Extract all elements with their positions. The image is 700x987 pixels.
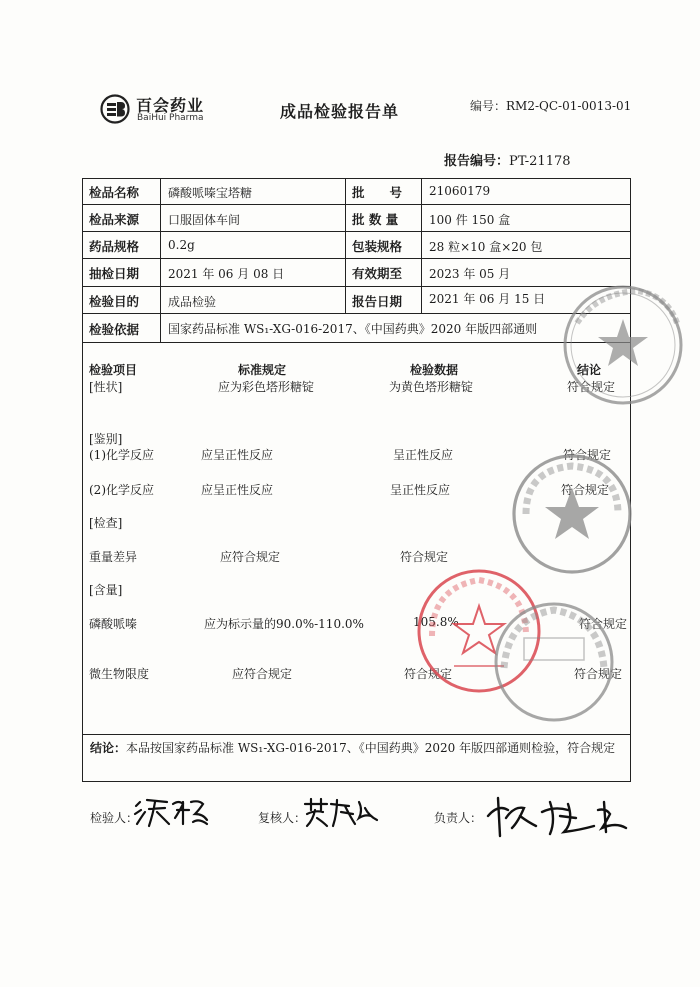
report-date-value: 2021 年 06 月 15 日 (429, 292, 546, 306)
batch-value: 21060179 (429, 184, 491, 198)
result-section: [检查] (89, 516, 123, 530)
company-name-cn: 百会药业 (136, 96, 205, 115)
package-value: 28 粒×10 盒×20 包 (429, 240, 543, 254)
result-standard: 应为彩色塔形糖锭 (218, 380, 315, 394)
sampling-date-value: 2021 年 06 月 08 日 (168, 267, 285, 281)
column-divider (160, 178, 161, 342)
result-data: 符合规定 (404, 667, 453, 681)
result-standard: 应为标示量的90.0%-110.0% (204, 617, 364, 631)
batch-label: 批 号 (352, 185, 403, 200)
result-section: [含量] (89, 583, 123, 597)
result-standard: 应符合规定 (220, 550, 281, 564)
column-divider (421, 178, 422, 313)
company-name-en: BaiHui Pharma (137, 113, 204, 123)
expiry-value: 2023 年 05 月 (429, 267, 511, 281)
result-conclusion: 符合规定 (574, 667, 623, 681)
result-conclusion: 符合规定 (563, 448, 612, 462)
result-data: 符合规定 (400, 550, 449, 564)
spec-value: 0.2g (168, 238, 195, 252)
column-divider (345, 178, 346, 313)
result-item: (1)化学反应 (89, 448, 154, 462)
result-item: (2)化学反应 (89, 483, 154, 497)
result-item: 重量差异 (89, 550, 138, 564)
quantity-label: 批 数 量 (352, 212, 399, 227)
quantity-value: 100 件 150 盒 (429, 213, 511, 227)
result-standard: 应呈正性反应 (201, 483, 274, 497)
results-header-standard: 标准规定 (238, 363, 287, 377)
report-number-value: PT-21178 (509, 154, 571, 169)
result-data: 105.8% (413, 615, 459, 629)
basis-value: 国家药品标准 WS₁-XG-016-2017、《中国药典》2020 年版四部通则 (168, 322, 538, 336)
row-divider (82, 231, 631, 232)
purpose-value: 成品检验 (168, 295, 217, 309)
result-item: 微生物限度 (89, 667, 150, 681)
source-label: 检品来源 (89, 212, 140, 227)
result-conclusion: 符合规定 (567, 380, 616, 394)
gray-quality-seal (510, 452, 634, 576)
result-data: 呈正性反应 (393, 448, 454, 462)
product-name-label: 检品名称 (89, 185, 140, 200)
conclusion (90, 739, 622, 758)
row-divider (82, 258, 631, 259)
row-divider (82, 204, 631, 205)
results-header-conclusion: 结论 (577, 363, 602, 377)
results-header-item: 检验项目 (89, 363, 138, 377)
result-data: 呈正性反应 (390, 483, 451, 497)
result-item: 磷酸哌嗪 (89, 617, 138, 631)
company-logo-icon (100, 94, 130, 124)
package-label: 包装规格 (352, 239, 403, 254)
company-logo (100, 93, 220, 127)
purpose-label: 检验目的 (89, 294, 140, 309)
document-title: 成品检验报告单 (280, 102, 400, 121)
report-number-label: 报告编号： (444, 154, 510, 169)
row-divider (82, 734, 631, 735)
product-name-value: 磷酸哌嗪宝塔糖 (168, 186, 253, 200)
result-conclusion: 符合规定 (579, 617, 628, 631)
responsible-signature (484, 792, 644, 840)
result-item: [性状] (89, 380, 123, 394)
form-number: 编号：RM2-QC-01-0013-01 (470, 99, 632, 113)
sampling-date-label: 抽检日期 (89, 266, 140, 281)
report-date-label: 报告日期 (352, 294, 403, 309)
responsible-label: 负责人： (434, 811, 483, 825)
result-standard: 应符合规定 (232, 667, 293, 681)
basis-label: 检验依据 (89, 322, 140, 337)
result-conclusion: 符合规定 (561, 483, 610, 497)
result-data: 为黄色塔形糖锭 (389, 380, 474, 394)
source-value: 口服固体车间 (168, 213, 241, 227)
results-header-data: 检验数据 (410, 363, 459, 377)
report-number (444, 150, 571, 169)
result-section: [鉴别] (89, 432, 123, 446)
gray-company-seal (547, 283, 687, 409)
conclusion-label: 结论： (90, 741, 127, 755)
result-standard: 应呈正性反应 (201, 448, 274, 462)
inspector-signature (133, 792, 213, 830)
gray-test-seal (488, 598, 618, 726)
reviewer-label: 复核人： (258, 811, 307, 825)
inspector-label: 检验人： (90, 811, 139, 825)
expiry-label: 有效期至 (352, 266, 403, 281)
reviewer-signature (301, 796, 381, 830)
conclusion-text: 本品按国家药品标准 WS₁-XG-016-2017、《中国药典》2020 年版四部通则检验，符合规定 (126, 741, 616, 755)
spec-label: 药品规格 (89, 239, 140, 254)
